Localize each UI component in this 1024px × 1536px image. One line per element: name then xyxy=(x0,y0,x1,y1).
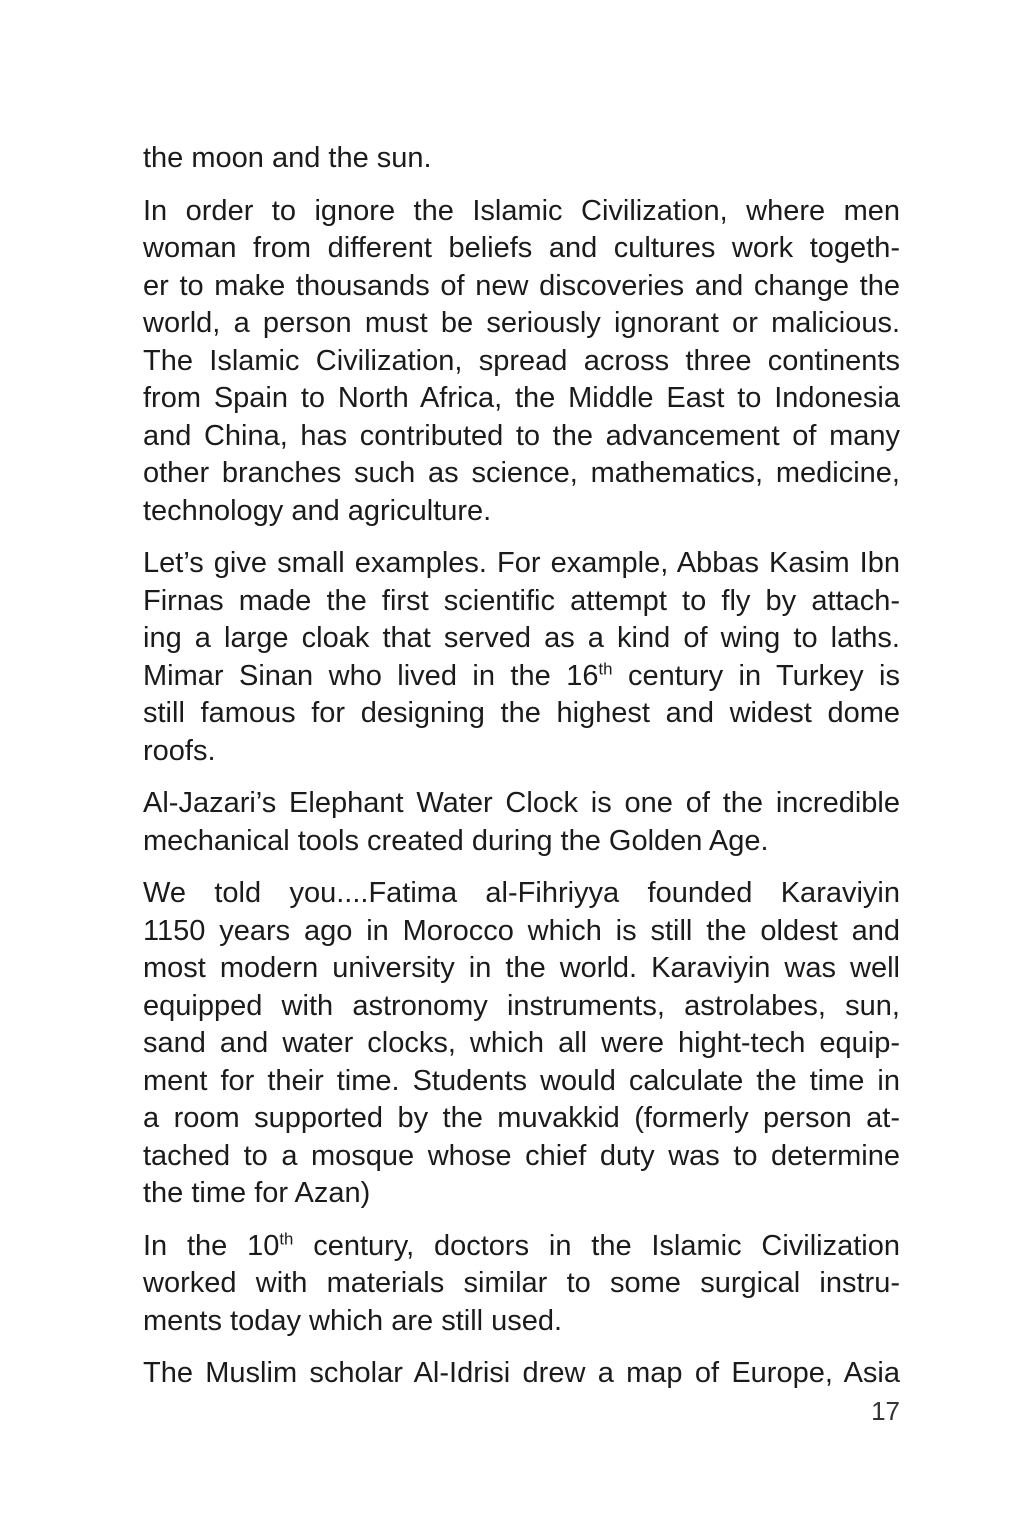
text-line: sand and water clocks, which all were hight-tech equip- xyxy=(143,1027,900,1059)
text-line: ments today which are still used. xyxy=(143,1304,563,1337)
text-line: from Spain to North Africa, the Middle East to Indonesia xyxy=(143,382,900,414)
text-line xyxy=(143,1228,900,1266)
text-segment: century, doctors in the Islamic Civilization xyxy=(293,1229,900,1262)
ordinal-superscript: th xyxy=(279,1228,294,1248)
text-line: ing a large cloak that served as a kind of wing to laths. xyxy=(143,622,900,654)
text-line: most modern university in the world. Karaviyin was well xyxy=(143,952,900,984)
text-segment: Mimar Sinan who lived in the 16 xyxy=(143,659,599,692)
paragraph xyxy=(143,785,900,860)
text-line: The Islamic Civilization, spread across three continents xyxy=(143,344,900,377)
text-line: technology and agriculture. xyxy=(143,494,492,527)
text-line: world, a person must be seriously ignorant or malicious. xyxy=(143,307,900,339)
text-line: ment for their time. Students would calculate the time in xyxy=(143,1064,900,1097)
text-line: equipped with astronomy instruments, astrolabes, sun, xyxy=(143,989,900,1022)
text-line: other branches such as science, mathematics, medicine, xyxy=(143,457,900,489)
paragraph xyxy=(143,193,900,531)
text-segment: century in Turkey is xyxy=(612,659,901,692)
paragraph xyxy=(143,1355,900,1393)
page-body xyxy=(143,140,900,1408)
text-segment: In the 10 xyxy=(143,1229,280,1262)
text-line: 1150 years ago in Morocco which is still the oldest and xyxy=(143,914,900,947)
text-line: the time for Azan) xyxy=(143,1177,371,1209)
text-line xyxy=(143,658,900,696)
text-line: Let’s give small examples. For example, Abbas Kasim Ibn xyxy=(143,547,900,579)
ordinal-superscript: th xyxy=(598,658,613,678)
text-line: the moon and the sun. xyxy=(143,142,432,174)
text-line: Firnas made the first scientific attempt to fly by attach- xyxy=(143,584,900,617)
text-line: a room supported by the muvakkid (formerly person at- xyxy=(143,1102,900,1134)
page-number: 17 xyxy=(871,1396,900,1426)
paragraph xyxy=(143,875,900,1213)
text-line: tached to a mosque whose chief duty was to determine xyxy=(143,1139,900,1172)
paragraph xyxy=(143,140,900,178)
text-line: We told you....Fatima al-Fihriyya founded Karaviyin xyxy=(143,877,900,909)
text-line: woman from different beliefs and cultures work togeth- xyxy=(143,232,900,264)
paragraph xyxy=(143,545,900,770)
text-line: Al-Jazari’s Elephant Water Clock is one of the incredible xyxy=(143,787,900,819)
text-line: In order to ignore the Islamic Civilization, where men xyxy=(143,194,900,227)
text-line: worked with materials similar to some surgical instru- xyxy=(143,1267,900,1299)
paragraph xyxy=(143,1228,900,1341)
text-line: er to make thousands of new discoveries and change the xyxy=(143,269,900,302)
text-line: roofs. xyxy=(143,734,216,767)
text-line: still famous for designing the highest and widest dome xyxy=(143,697,900,729)
text-line: The Muslim scholar Al-Idrisi drew a map of Europe, Asia xyxy=(143,1357,900,1389)
text-line: mechanical tools created during the Golden Age. xyxy=(143,824,769,857)
text-line: and China, has contributed to the advancement of many xyxy=(143,419,900,452)
